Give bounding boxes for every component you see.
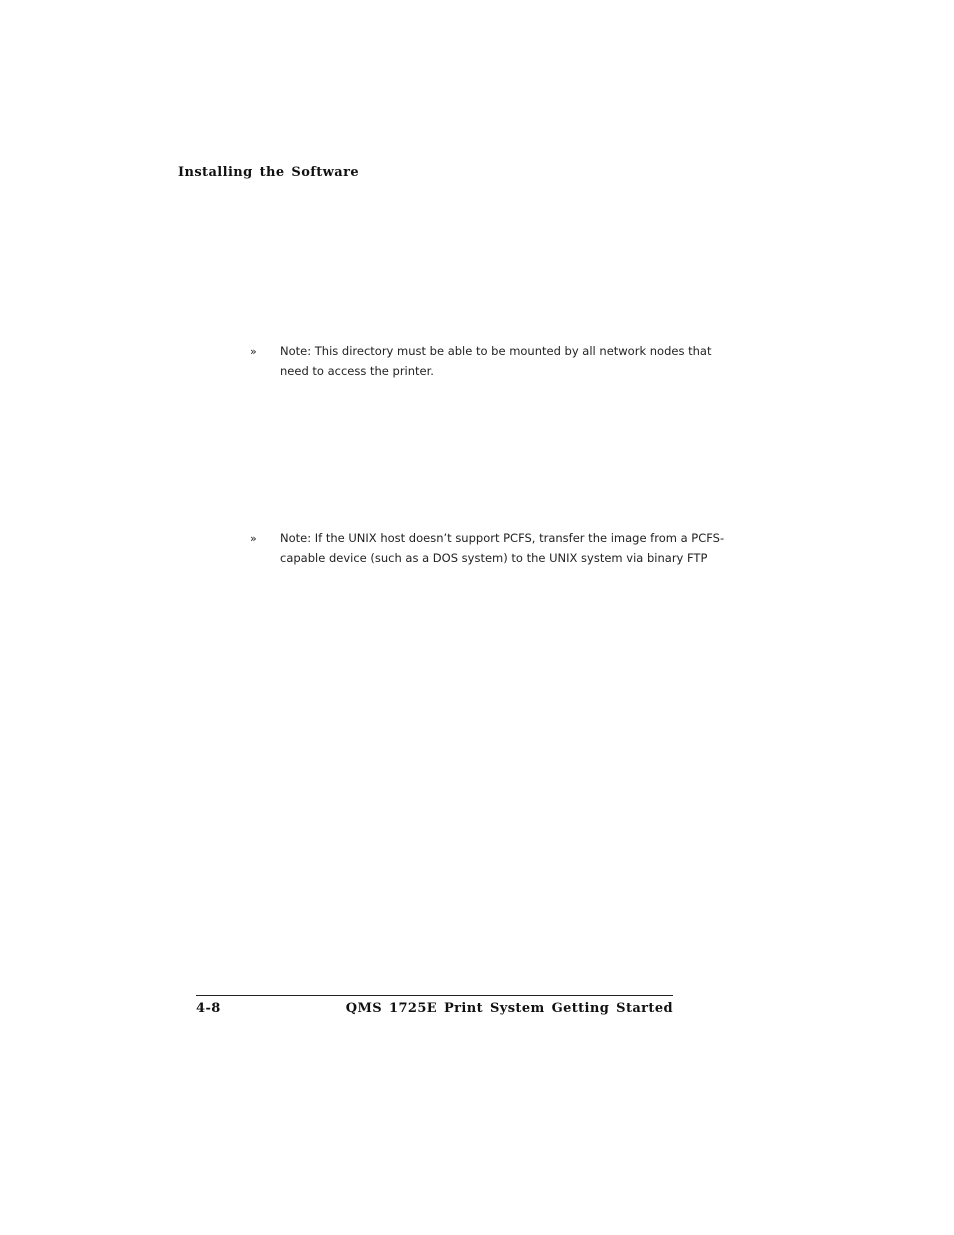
page-number: 4-8 bbox=[196, 1001, 221, 1016]
book-title: QMS 1725E Print System Getting Started bbox=[345, 1001, 673, 1016]
note-text: Note: If the UNIX host doesn’t support PCFS, transfer the image from a PCFS-capable device (such as a DOS system) to the UNIX system via binary FTP bbox=[280, 531, 725, 565]
note-marker-icon: » bbox=[250, 345, 257, 358]
note-marker-icon: » bbox=[250, 532, 257, 545]
note-directory-mount bbox=[250, 342, 730, 381]
note-text: Note: This directory must be able to be mounted by all network nodes that need to access the printer. bbox=[280, 344, 712, 378]
running-header: Installing the Software bbox=[178, 165, 360, 180]
running-footer bbox=[196, 1001, 673, 1016]
note-pcfs-transfer bbox=[250, 529, 730, 568]
footer-divider bbox=[196, 995, 673, 996]
